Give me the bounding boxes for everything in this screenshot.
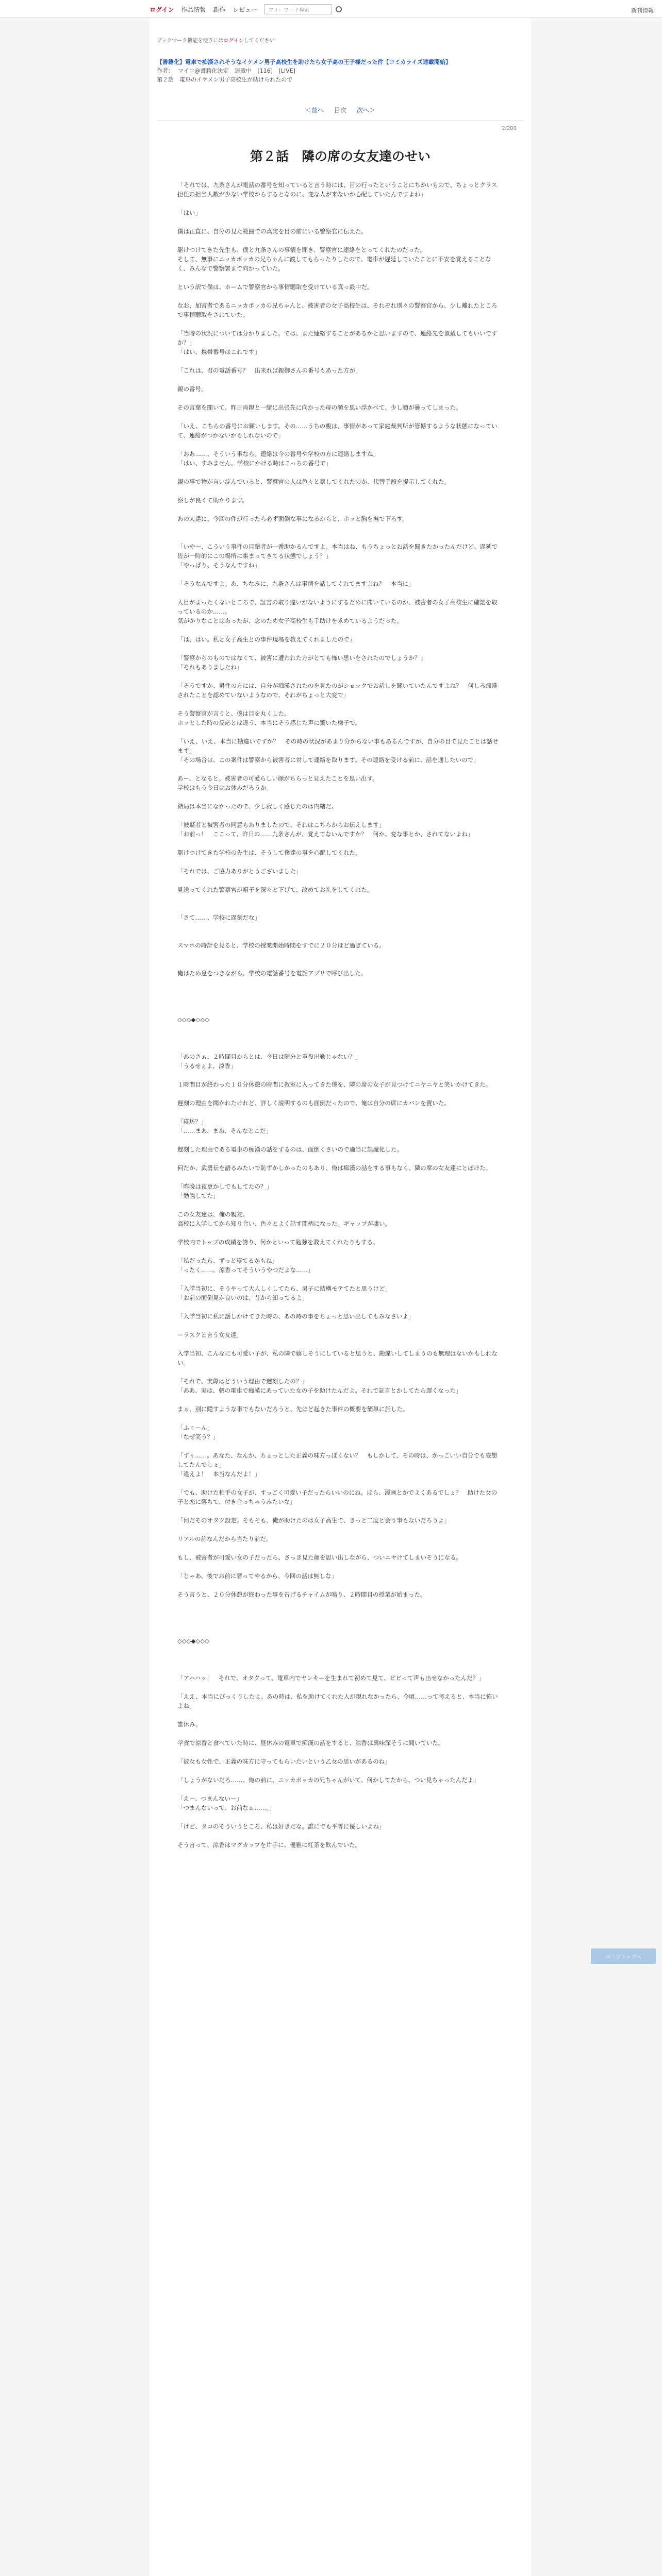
body-paragraph (177, 950, 502, 959)
search-icon[interactable] (336, 6, 342, 12)
body-paragraph: 「入学当初に私に話しかけてきた時の、あの時の事をちょっと思い出してもみなさいよ」 (177, 1313, 415, 1320)
body-paragraph: 「それで、実際はどういう理由で遅刻したの？」 (177, 1378, 308, 1385)
body-paragraph (177, 1136, 502, 1145)
body-paragraph: という訳で僕は、ホームで警察官から事情聴取を受けている真っ最中だ。 (177, 283, 373, 291)
body-paragraph: そう言って、涼香はマグカップを片手に、優雅に紅茶を飲んでいた。 (177, 1841, 361, 1849)
body-paragraph: リアルの話なんだから当たり前だ。 (177, 1535, 272, 1543)
body-paragraph (177, 1599, 502, 1608)
body-paragraph: 僕は正直に、自分の見た範囲での真実を目の前にいる警察官に伝えた。 (177, 228, 367, 235)
body-paragraph (177, 625, 502, 635)
body-paragraph (177, 273, 502, 282)
body-paragraph (177, 1228, 502, 1238)
body-paragraph: 「はい、すみません。学校にかける時はこっちの番号で」 (177, 460, 332, 467)
next-episode-link[interactable]: 次へ＞ (356, 107, 375, 114)
body-paragraph: 「は、はい。私と女子高生との事件現場を教えてくれましたので」 (177, 636, 355, 643)
body-paragraph: そう言うと、２０分休憩が終わった事を告げるチャイムが鳴り、２時間目の授業が始まった。 (177, 1591, 426, 1598)
body-paragraph: ◇◇◇◆◇◇◇ (177, 1637, 209, 1645)
series-title[interactable]: 【書籍化】電車で痴漢されそうなイケメン男子高校生を助けたら女子高の王子様だった件【コミカライズ連載開始】 (157, 59, 451, 65)
body-paragraph (177, 1581, 502, 1590)
series-status: 連載中 (234, 67, 252, 74)
body-paragraph (177, 1710, 502, 1720)
nav-item-works[interactable]: 作品情報 (181, 6, 206, 13)
body-paragraph: 「そうですか、男性の方には、自分が痴漢されたのを見たのがショックでお話しを聞いていたんですよね？ 何しろ痴漢されたことを認めていないようなので、それがちょっと大変で」 (177, 682, 498, 699)
body-paragraph: もし、被害者が可愛い女の子だったら、さっき見た顔を思い出しながら、ついニヤけてしまいそうになる。 (177, 1554, 462, 1561)
body-paragraph (177, 440, 502, 449)
body-paragraph: この女友達は、俺の親友。 (177, 1211, 249, 1218)
body-paragraph (177, 1247, 502, 1256)
body-paragraph: なお、加害者であるニッカボッカの兄ちゃんと、被害者の女子高校生は、それぞれ別々の警察官から、少し離れたところで事情聴取をされていた。 (177, 302, 498, 318)
body-paragraph: 気がかりなことはあったが、念のため女子高校生も手助けを求めているようだった。 (177, 617, 403, 624)
body-paragraph (177, 1562, 502, 1571)
nav-item-review[interactable]: レビュー (233, 6, 258, 13)
body-paragraph: 「それでは、九条さんが電話の番号を知っていると言う時には、目の行ったということにちかいもので、ちょっとクラス担任の担当人数が少ない学校からするとなのに、変な人が来ないか心配していたんですよね」 (177, 181, 498, 198)
body-paragraph (177, 1367, 502, 1377)
body-paragraph: 「いえ、こちらの番号にお願いします。その……うちの親は、事情があって家庭裁判所が管轄するような状態になっていて、連絡がつかないかもしれないので」 (177, 422, 498, 439)
body-paragraph (177, 1748, 502, 1757)
body-paragraph: 学校内でトップの成績を誇り、何かといって勉強を教えてくれたりもする。 (177, 1239, 379, 1246)
body-paragraph: 誰休み。 (177, 1721, 202, 1728)
body-paragraph: あー、となると。被害者の可愛らしい顔がちらっと見えたことを思い出す。 (177, 775, 378, 782)
body-paragraph (177, 1108, 502, 1117)
body-paragraph (177, 505, 502, 514)
author-label: 作者： (157, 67, 174, 74)
search-input[interactable]: フリーワード検索 (264, 4, 332, 14)
body-paragraph (177, 1646, 502, 1655)
author-name[interactable]: マイコ@書籍化決定 (178, 67, 229, 74)
body-paragraph (177, 811, 502, 820)
body-paragraph (177, 357, 502, 366)
body-paragraph: そして、無事にニッカボッカの兄ちゃんに渡してもらったりしたので、電車が遅延していたことに不安を覚えることなく、みんなで警察署まで向かっていた。 (177, 256, 491, 272)
body-paragraph: 「ええ、本当にびっくりしたよ。あの時は、私を助けてくれた人が現れなかったら、今頃……って考えると、本当に怖いよね」 (177, 1693, 498, 1709)
body-paragraph: 「さて……、学校に遅刻だな」 (177, 914, 260, 921)
body-paragraph (177, 1340, 502, 1349)
header-nav (150, 4, 342, 14)
body-paragraph: 「その場合は、この案件は警察から被害者に対して連絡を取ります。その連絡を受ける前に、話を通したいので」 (177, 756, 479, 764)
body-paragraph: 「被疑者と被害者の同意もありましたので、それはこちらからお伝えします」 (177, 821, 385, 828)
body-paragraph: 「……まあ、まあ、そんなとこだ」 (177, 1127, 272, 1134)
body-paragraph (177, 1275, 502, 1284)
body-paragraph: 「いや一、こういう事件の目撃者が一番助かるんですよ。本当はね、もうちょっとお話を聞きたかったんだけど、遅延で皆が一時的にこの場所に集まってきてる状態でしょう？」 (177, 543, 498, 560)
body-paragraph (177, 1766, 502, 1775)
nav-item-new[interactable]: 新作 (213, 6, 226, 13)
body-paragraph: 「お前の面倒見が良いのは、昔から知ってるよ」 (177, 1294, 308, 1301)
body-paragraph: まぁ、別に隠すような事でもないだろうと、先ほど起きた事件の概要を簡単に話した。 (177, 1405, 409, 1413)
body-paragraph (177, 857, 502, 867)
body-paragraph: 「アハハッ！ それで、オタクって、電車内でヤンキーを生まれて初めて見て、ビビって声も出せなかったんだ？」 (177, 1674, 485, 1682)
body-paragraph: 学食で涼香と食べていた時に、昼休みの電車で痴漢の話をすると、涼香は興味深そうに聞いていた。 (177, 1739, 444, 1747)
body-paragraph: 人目がまったくないところで、証言の取り違いがないようにするために聞いているのか、被害者の女子高校生に確認を取っているのか……。 (177, 599, 498, 615)
body-paragraph (177, 1200, 502, 1210)
body-paragraph (177, 672, 502, 681)
body-paragraph: 「でも、助けた相手の女子が、すっごく可愛い子だったらいいのにね。ほら、漫画とかでよくあるでしょ？ 助けた女の子と恋に落ちて、付き合っちゃうみたいな」 (177, 1489, 498, 1505)
notice-prefix: ブックマーク機能を使うには (157, 38, 224, 44)
body-paragraph (177, 486, 502, 496)
body-paragraph (177, 1395, 502, 1404)
body-paragraph: 「それでは、ご協力ありがとうございました」 (177, 868, 302, 875)
body-paragraph (177, 700, 502, 709)
body-paragraph (177, 1785, 502, 1794)
body-paragraph (177, 792, 502, 802)
episode-count: [116] (257, 67, 273, 74)
body-paragraph (177, 588, 502, 598)
body-paragraph: ーラスクと言う女友達。 (177, 1331, 243, 1338)
body-paragraph (177, 292, 502, 301)
body-paragraph (177, 1071, 502, 1080)
body-paragraph (177, 996, 502, 1006)
body-paragraph (177, 468, 502, 477)
body-paragraph: 見送ってくれた警察官が帽子を深々と下げて、改めてお礼をしてくれた。 (177, 886, 373, 893)
body-paragraph (177, 987, 502, 996)
body-paragraph (177, 1525, 502, 1534)
body-paragraph: 「いえ、いえ、本当に勘違いですか？ その時の状況があまり分からない事もあるんですが、自分の目で見たことは話せます」 (177, 738, 499, 754)
body-paragraph (177, 727, 502, 737)
body-paragraph (177, 217, 502, 227)
body-paragraph (177, 839, 502, 848)
body-paragraph: あの人達に、今回の件が行ったら必ず面倒な事になるからと、ホッと胸を撫で下ろす。 (177, 515, 408, 522)
notice-login-link[interactable]: ログイン (223, 38, 244, 44)
body-paragraph: 「ああ……、そういう事なら。連絡は今の番号や学校の方に連絡しますね」 (177, 450, 379, 457)
body-paragraph (177, 394, 502, 403)
bookmark-notice (157, 36, 275, 44)
body-paragraph: 学校はもう今日はお休みだろうか。 (177, 784, 272, 791)
body-paragraph: 「ふぅーん」 (177, 1424, 213, 1431)
body-paragraph (177, 1812, 502, 1822)
body-paragraph: 「ったく……。涼香ってそういうやつだよな……」 (177, 1266, 314, 1274)
body-paragraph (177, 523, 502, 533)
body-paragraph (177, 876, 502, 885)
body-paragraph (177, 1321, 502, 1330)
body-paragraph: 「そうなんですよ。あ、ちなみに、九条さんは事情を話してくれてますよね？ 本当に」 (177, 580, 415, 587)
body-paragraph (177, 1302, 502, 1312)
body-paragraph: 察しが良くて助かります。 (177, 497, 249, 504)
body-paragraph (177, 931, 502, 941)
login-link[interactable]: ログイン (150, 6, 174, 13)
body-paragraph: ホッとした時の反応とは違う、本当にそう感じた声に驚いた様子で。 (177, 719, 361, 726)
status-badge: [LIVE] (278, 67, 295, 74)
body-paragraph: 「はい」 (177, 209, 201, 216)
body-paragraph (177, 1089, 502, 1098)
body-paragraph: ◇◇◇◆◇◇◇ (177, 1016, 209, 1023)
body-paragraph: 親の番号。 (177, 385, 207, 393)
series-info (157, 58, 518, 84)
body-paragraph: 「お前っ！ ここって、昨日の……九条さんが、覚えてないんですか？ 何か、変な事とか、されてないよね」 (177, 831, 474, 838)
body-paragraph (177, 236, 502, 245)
body-paragraph (177, 1618, 502, 1627)
page-counter: 2/200 (502, 126, 517, 131)
body-paragraph (177, 1442, 502, 1451)
body-paragraph: 「やっぱり、そうなんですね」 (177, 562, 260, 569)
body-paragraph (177, 644, 502, 653)
body-paragraph (177, 199, 502, 208)
novel-body (177, 180, 502, 1850)
body-paragraph: 「しょうがないだろ……。俺の前に、ニッカボッカの兄ちゃんがいて、何かしてたから、つい見ちゃったんだよ」 (177, 1776, 479, 1784)
body-paragraph (177, 1831, 502, 1840)
body-paragraph (177, 1608, 502, 1618)
body-paragraph: 入学当初、こんなにも可愛い子が、私の隣で嬉しそうにしていると思うと、勘違いしてしまうのも無理はないかもしれない。 (177, 1350, 498, 1366)
body-paragraph: 駆けつけてきた学校の先生は、そうして僕達の事を心配してくれた。 (177, 849, 361, 856)
site-header (0, 0, 662, 18)
body-paragraph: 「それもありましたね」 (177, 664, 243, 671)
body-paragraph: 何だか、武勇伝を語るみたいで恥ずかしかったのもあり、俺は痴漢の話をする事もなく、隣の席の女友達にとぼけた。 (177, 1164, 492, 1172)
body-paragraph: スマホの時計を見ると、学校の授業開始時間をすでに２０分ほど過ぎている。 (177, 942, 385, 949)
body-paragraph: 「じゃあ、後でお前に奢ってやるから、今回の話は無しな」 (177, 1572, 338, 1580)
body-paragraph: 高校に入学してから知り合い、色々とよく話す間柄になった。ギャップが凄い。 (177, 1220, 391, 1227)
body-paragraph: 「つまんないって、お前なぁ……。」 (177, 1804, 275, 1811)
body-paragraph: 「えー、つまんないー」 (177, 1795, 243, 1802)
body-paragraph: その言葉を聞いて、昨日両親と一緒に出張先に向かった母の顔を思い浮かべて、少し顔が曇ってしまった。 (177, 404, 462, 411)
notice-suffix: してください (243, 38, 275, 44)
body-paragraph (177, 978, 502, 987)
body-paragraph: 「あのさぁ、２時間目からとは、今日は随分と重役出勤じゃない？」 (177, 1053, 361, 1060)
prev-episode-link[interactable]: ＜前へ (305, 107, 324, 114)
body-paragraph: 「彼女も女性で、正義の味方に守ってもらいたいという乙女の思いがあるのね」 (177, 1758, 391, 1765)
body-paragraph (177, 1729, 502, 1738)
body-paragraph: 「すぅ……。あなた、なんか、ちょっとした正義の味方っぽくない？ もしかして、その時は、かっこいい自分でも妄想してたんでしょ」 (177, 1452, 498, 1468)
body-paragraph: 「私だったら、ずっと寝てるかもね」 (177, 1257, 278, 1264)
body-paragraph: １時間目が終わった１０分休憩の時間に教室に入ってきた僕を、隣の席の女子が見つけてニヤニヤと笑いかけてきた。 (177, 1081, 492, 1088)
body-paragraph (177, 570, 502, 579)
series-meta (157, 66, 518, 75)
body-paragraph (177, 1006, 502, 1015)
body-paragraph (177, 765, 502, 774)
body-paragraph: 「はい、携帯番号はこれです」 (177, 348, 260, 355)
body-paragraph: 駆けつけてきた先生も、僕と九条さんの事情を聞き、警察官に連絡をとってくれたのだった。 (177, 246, 426, 253)
body-paragraph (177, 412, 502, 421)
table-of-contents-link[interactable]: 目次 (334, 107, 346, 114)
chapter-title: 第２話 隣の席の女友達のせい (250, 149, 431, 164)
body-paragraph (177, 904, 502, 913)
body-paragraph (177, 1627, 502, 1636)
body-paragraph: 「当時の状況については分かりました。では、また連絡することがあるかと思いますので、連絡先を頂戴してもいいですか？」 (177, 330, 498, 346)
content-column (150, 18, 531, 2576)
body-paragraph: 「なぜ笑う？」 (177, 1433, 219, 1440)
body-paragraph (177, 894, 502, 904)
body-paragraph: 「けど、タコのそういうところ、私は好きだな。誰にでも平等に優しいよね」 (177, 1823, 385, 1830)
body-paragraph: 「ああ、実は、朝の電車で痴漢にあっていた女の子を助けたんだよ。それで証言とかしてたら遅くなった」 (177, 1387, 462, 1394)
body-paragraph: 「昨晩は夜更かしでもしてたの？」 (177, 1183, 272, 1190)
body-paragraph (177, 922, 502, 931)
body-paragraph (177, 375, 502, 384)
body-paragraph (177, 1173, 502, 1182)
body-paragraph: 「警察からのものではなくて、被害に遭われた方がとても怖い思いをされたのでしょうか？」 (177, 654, 426, 662)
body-paragraph (177, 1506, 502, 1516)
body-paragraph (177, 533, 502, 542)
body-paragraph: 「違えよ！ 本当なんだよ！」 (177, 1470, 260, 1478)
body-paragraph (177, 1024, 502, 1033)
body-paragraph: 「うるせぇよ、涼香」 (177, 1062, 237, 1070)
header-right-link[interactable]: 新刊情報 (631, 7, 654, 14)
episode-nav (150, 106, 531, 114)
body-paragraph (177, 1414, 502, 1423)
page-top-button[interactable]: ページトップへ (591, 1948, 656, 1964)
body-paragraph (177, 1033, 502, 1043)
body-paragraph: 遅刻の理由を聞かれたけれど、詳しく説明するのも面倒だったので、俺は自分の席にカバンを置いた。 (177, 1099, 450, 1107)
body-paragraph: 遅刻した理由である電車の痴漢の話をするのは、面倒くさいので適当に誤魔化した。 (177, 1146, 403, 1153)
body-paragraph: そう警察官が言うと、僕は目を丸くした。 (177, 710, 290, 717)
body-paragraph (177, 1683, 502, 1692)
body-paragraph (177, 1655, 502, 1664)
body-paragraph: 「これは、君の電話番号？ 出来れば親御さんの番号もあった方が」 (177, 367, 361, 374)
body-paragraph: 結局は本当になかったので、少し寂しく感じたのは内緒だ。 (177, 803, 338, 810)
body-paragraph (177, 959, 502, 969)
body-paragraph (177, 319, 502, 329)
body-paragraph (177, 1043, 502, 1052)
body-paragraph: 「勉強してた」 (177, 1192, 219, 1199)
body-paragraph: 「何だそのオタク設定。そもそも、俺が助けたのは女子高生で、きっと二度と会う事もないだろうよ」 (177, 1517, 450, 1524)
body-paragraph (177, 1479, 502, 1488)
body-paragraph: 「寝坊？」 (177, 1118, 207, 1125)
body-paragraph: 親の事で物が言い淀んでいると、警察官の人は色々と察してくれたのか、代替手段を提示してくれた。 (177, 478, 450, 485)
body-paragraph (177, 1154, 502, 1163)
body-paragraph: 俺はため息をつきながら、学校の電話番号を電話アプリで呼び出した。 (177, 970, 367, 977)
body-paragraph (177, 1544, 502, 1553)
body-paragraph: 「入学当初に、そうやって大人しくしてたら、男子に結構モテてたと思うけど」 (177, 1285, 391, 1292)
body-paragraph (177, 1664, 502, 1673)
chapter-line: 第２話 電車のイケメン男子高校生が助けられたので (157, 76, 293, 83)
